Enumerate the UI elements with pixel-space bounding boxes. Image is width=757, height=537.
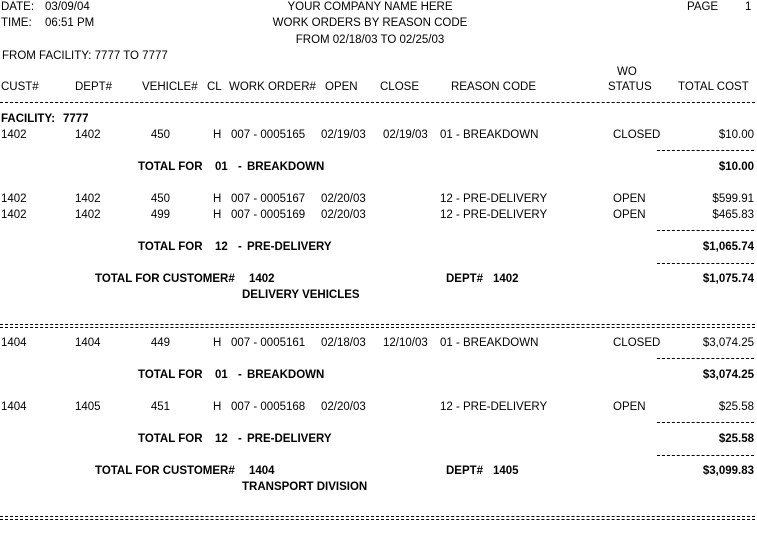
row-cust: 1404 [1, 337, 27, 349]
col-status: STATUS [608, 81, 652, 93]
row-work-order: 007 - 0005165 [231, 129, 306, 141]
row-cust: 1404 [1, 401, 27, 413]
subtotal-amount: $3,074.25 [702, 369, 754, 381]
subtotal-rule [657, 422, 754, 423]
row-cust: 1402 [1, 209, 27, 221]
customer-number: 1402 [249, 273, 275, 285]
row-vehicle: 449 [150, 337, 170, 349]
row-vehicle: 499 [150, 209, 170, 221]
row-work-order: 007 - 0005167 [231, 193, 306, 205]
row-cl: H [213, 401, 222, 413]
col-total-cost: TOTAL COST [678, 81, 749, 93]
row-cl: H [213, 193, 222, 205]
subtotal-code: 12 [215, 433, 228, 445]
row-status: OPEN [613, 401, 646, 413]
col-cust: CUST# [1, 81, 39, 93]
row-reason: 12 - PRE-DELIVERY [440, 193, 548, 205]
row-dept: 1402 [75, 209, 101, 221]
subtotal-code: 12 [215, 241, 228, 253]
time-value: 06:51 PM [45, 17, 95, 29]
col-open: OPEN [325, 81, 358, 93]
facility-value: 7777 [63, 113, 89, 125]
row-open: 02/20/03 [321, 209, 366, 221]
date-label: DATE: [1, 1, 35, 13]
row-cl: H [213, 337, 222, 349]
customer-number: 1404 [249, 465, 275, 477]
subtotal-rule [657, 358, 754, 359]
row-close: 02/19/03 [383, 129, 428, 141]
customer-separator [0, 324, 755, 328]
col-reason-code: REASON CODE [451, 81, 536, 93]
page-number: 1 [745, 1, 752, 13]
row-dept: 1402 [75, 193, 101, 205]
row-cost: $3,074.25 [702, 337, 754, 349]
row-cost: $465.83 [712, 209, 754, 221]
row-work-order: 007 - 0005161 [231, 337, 306, 349]
col-close: CLOSE [380, 81, 419, 93]
customer-total-label: TOTAL FOR CUSTOMER# [95, 465, 235, 477]
subtotal-name: BREAKDOWN [247, 161, 325, 173]
row-status: OPEN [613, 193, 646, 205]
subtotal-code: 01 [215, 369, 228, 381]
subtotal-amount: $25.58 [718, 433, 754, 445]
col-dept: DEPT# [75, 81, 113, 93]
facility-label: FACILITY: [1, 113, 56, 125]
row-status: CLOSED [613, 337, 661, 349]
page-label: PAGE [687, 1, 719, 13]
row-dept: 1402 [75, 129, 101, 141]
date-range: FROM 02/18/03 TO 02/25/03 [295, 34, 445, 46]
row-cost: $25.58 [718, 401, 754, 413]
customer-separator [0, 516, 755, 520]
customer-dept: 1402 [493, 273, 519, 285]
row-reason: 01 - BREAKDOWN [440, 337, 539, 349]
customer-dept-label: DEPT# [446, 273, 484, 285]
customer-total-amount: $3,099.83 [702, 465, 754, 477]
customer-dept: 1405 [493, 465, 519, 477]
facility-range: FROM FACILITY: 7777 TO 7777 [2, 50, 168, 62]
report-title: WORK ORDERS BY REASON CODE [272, 17, 468, 29]
row-work-order: 007 - 0005168 [231, 401, 306, 413]
row-reason: 12 - PRE-DELIVERY [440, 209, 548, 221]
row-reason: 01 - BREAKDOWN [440, 129, 539, 141]
customer-total-amount: $1,075.74 [702, 273, 754, 285]
row-cl: H [213, 209, 222, 221]
date-value: 03/09/04 [45, 1, 90, 13]
row-vehicle: 450 [150, 129, 170, 141]
col-work-order: WORK ORDER# [229, 81, 316, 93]
row-cust: 1402 [1, 193, 27, 205]
row-dept: 1405 [75, 401, 101, 413]
customer-description: DELIVERY VEHICLES [242, 289, 360, 301]
subtotal-dash: - [238, 161, 242, 173]
subtotal-label: TOTAL FOR [138, 161, 203, 173]
row-cost: $599.91 [712, 193, 754, 205]
row-open: 02/20/03 [321, 193, 366, 205]
subtotal-rule [657, 150, 754, 151]
subtotal-amount: $1,065.74 [702, 241, 754, 253]
col-wo: WO [617, 66, 637, 78]
customer-total-label: TOTAL FOR CUSTOMER# [95, 273, 235, 285]
row-status: OPEN [613, 209, 646, 221]
subtotal-amount: $10.00 [718, 161, 754, 173]
row-vehicle: 450 [150, 193, 170, 205]
row-work-order: 007 - 0005169 [231, 209, 306, 221]
subtotal-name: BREAKDOWN [247, 369, 325, 381]
row-status: CLOSED [613, 129, 661, 141]
header-rule [0, 102, 755, 103]
subtotal-dash: - [238, 241, 242, 253]
row-dept: 1404 [75, 337, 101, 349]
row-open: 02/20/03 [321, 401, 366, 413]
row-cl: H [213, 129, 222, 141]
col-cl: CL [207, 81, 222, 93]
subtotal-rule [657, 263, 754, 264]
customer-description: TRANSPORT DIVISION [242, 481, 368, 493]
subtotal-name: PRE-DELIVERY [247, 241, 332, 253]
subtotal-dash: - [238, 433, 242, 445]
subtotal-rule [657, 230, 754, 231]
subtotal-code: 01 [215, 161, 228, 173]
time-label: TIME: [1, 17, 32, 29]
row-cust: 1402 [1, 129, 27, 141]
company-name: YOUR COMPANY NAME HERE [287, 1, 453, 13]
row-open: 02/18/03 [321, 337, 366, 349]
subtotal-dash: - [238, 369, 242, 381]
col-vehicle: VEHICLE# [142, 81, 198, 93]
subtotal-label: TOTAL FOR [138, 241, 203, 253]
row-open: 02/19/03 [321, 129, 366, 141]
subtotal-name: PRE-DELIVERY [247, 433, 332, 445]
subtotal-label: TOTAL FOR [138, 369, 203, 381]
subtotal-label: TOTAL FOR [138, 433, 203, 445]
row-cost: $10.00 [718, 129, 754, 141]
customer-dept-label: DEPT# [446, 465, 484, 477]
row-reason: 12 - PRE-DELIVERY [440, 401, 548, 413]
subtotal-rule [657, 455, 754, 456]
row-vehicle: 451 [150, 401, 170, 413]
row-close: 12/10/03 [383, 337, 428, 349]
